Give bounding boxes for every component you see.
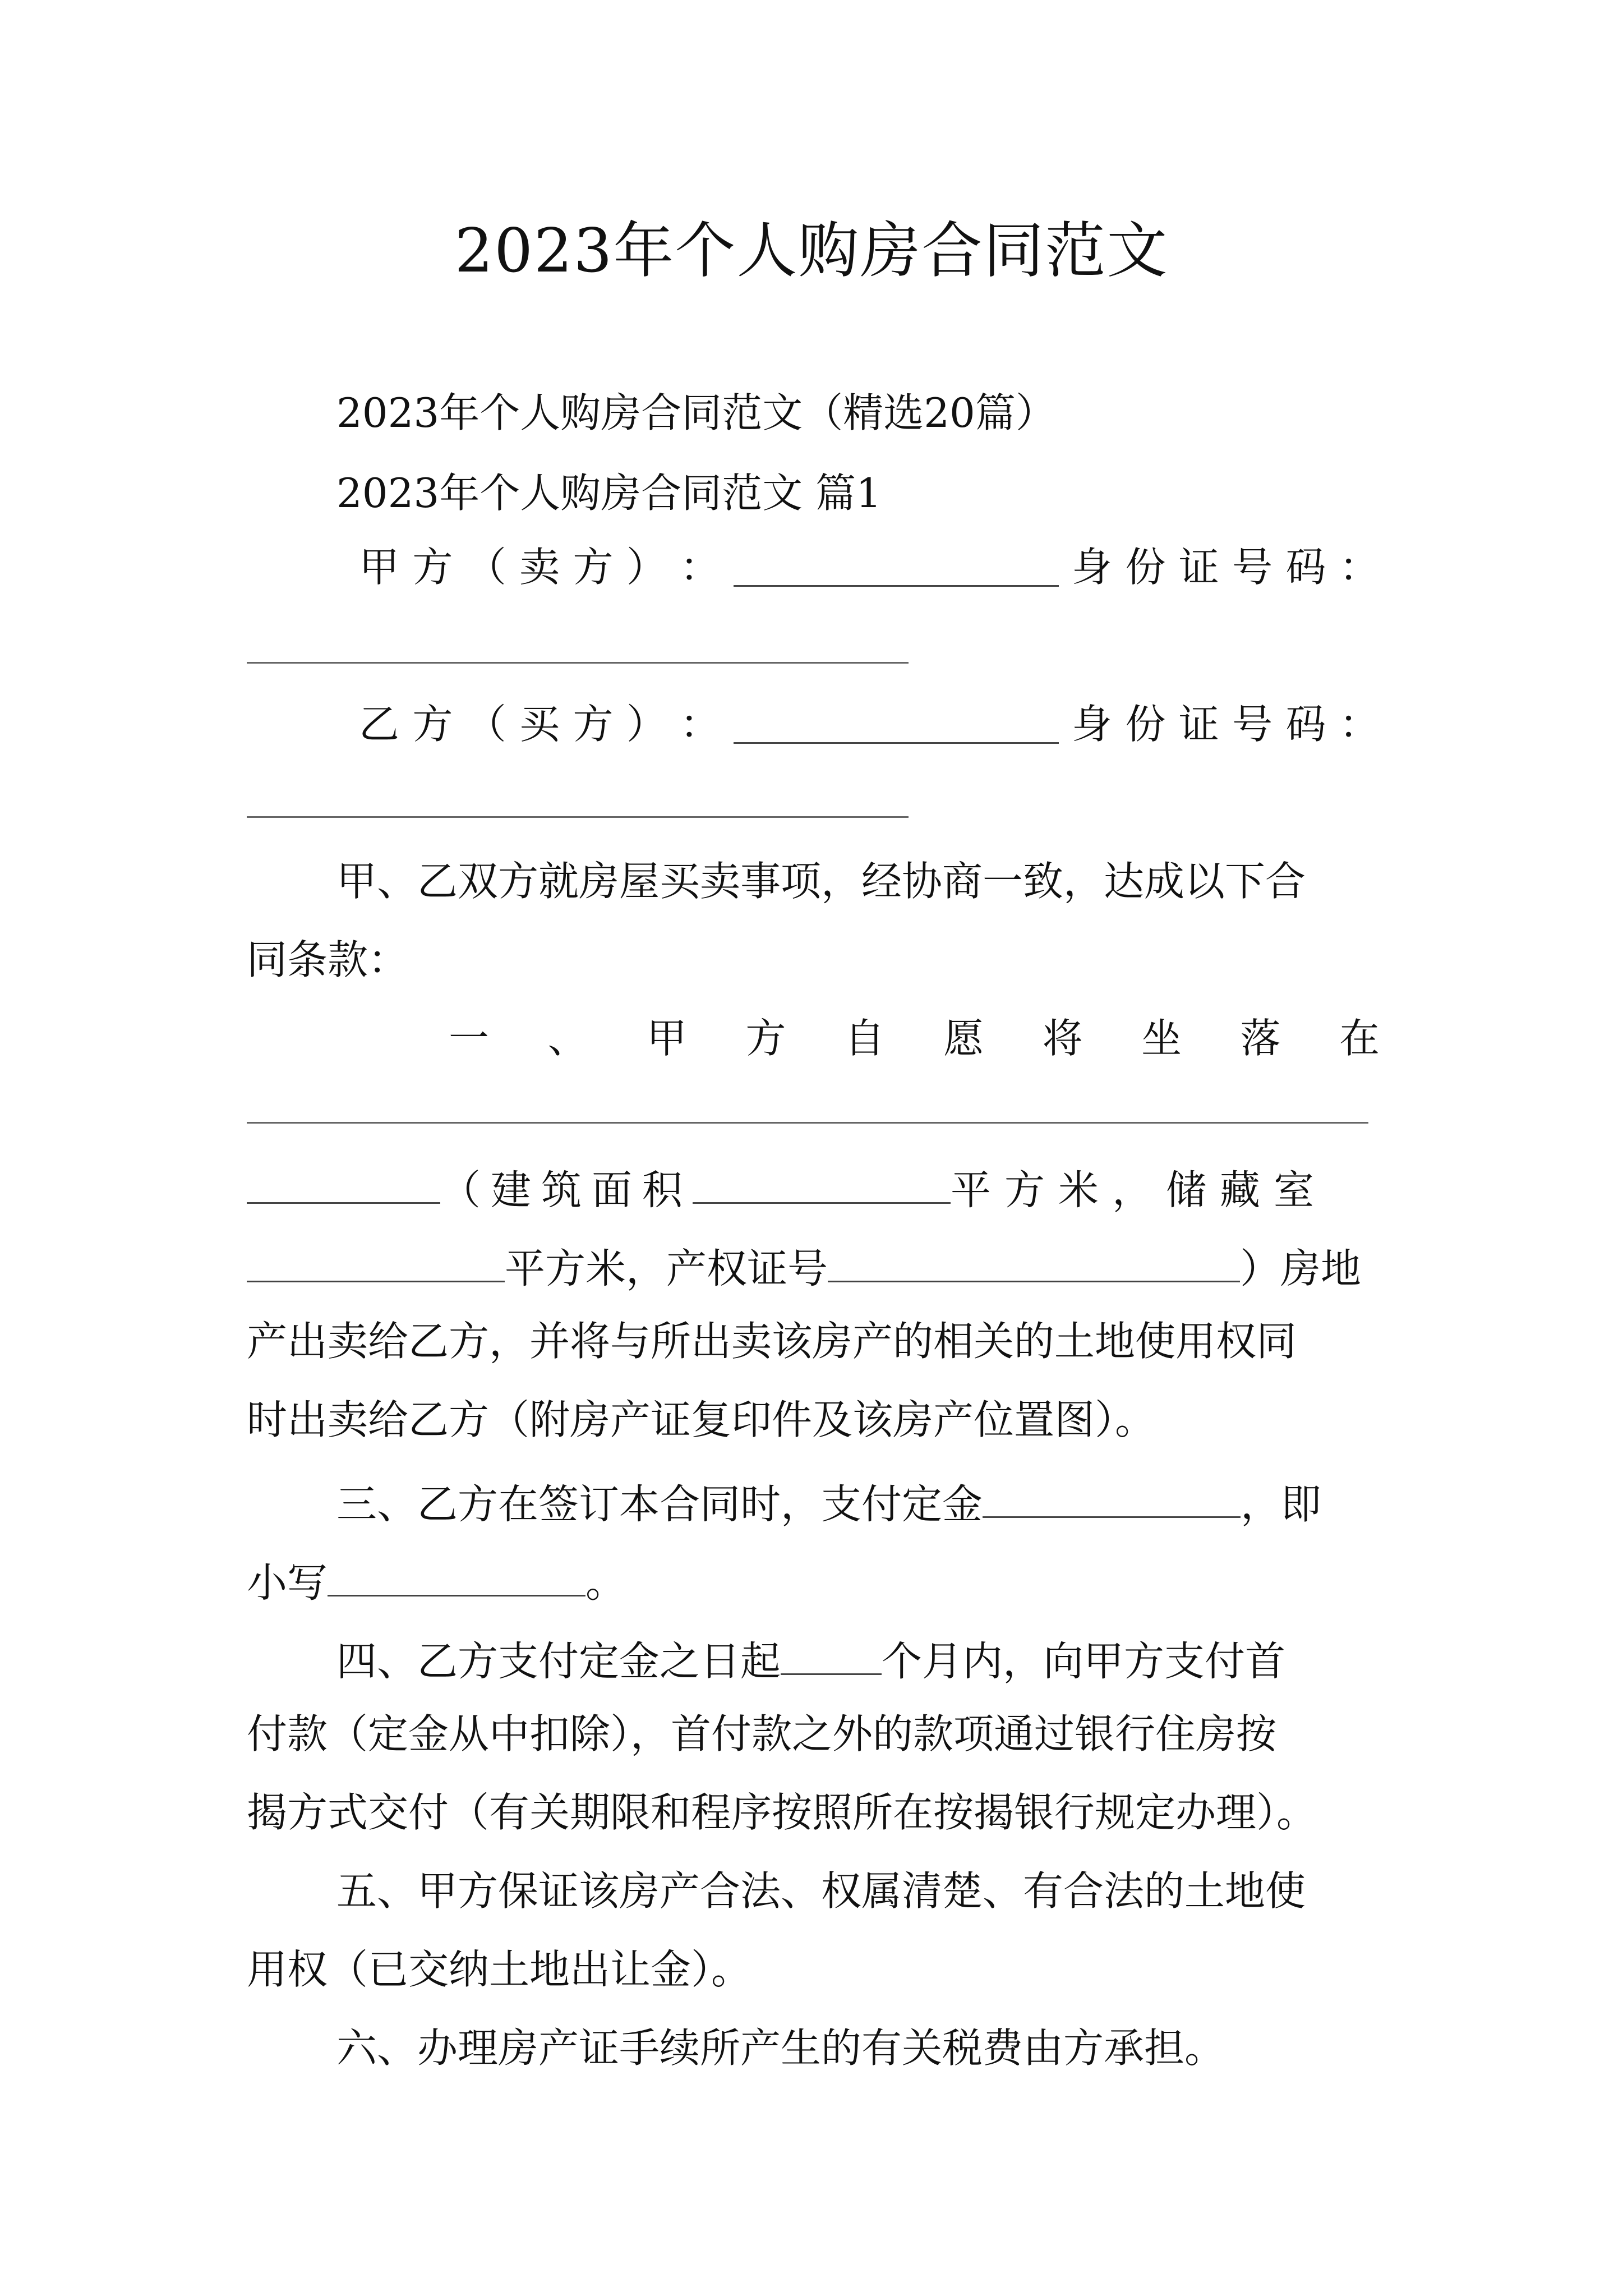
party-b-line [359,701,1380,748]
document-subtitle: 2023年个人购房合同范文（精选20篇） [336,389,1056,436]
party-a-char: 码 [1285,544,1326,591]
party-a-char: 方 [573,544,614,591]
clause-1-char: 自 [844,1015,885,1062]
party-a-char: 号 [1232,544,1273,591]
clause-text: 平方米，储藏室 [951,1166,1328,1214]
clause-1-char: 愿 [943,1015,984,1062]
party-b-id-blank [247,816,909,818]
clause-1-area-line [247,1164,1380,1214]
party-a-char: 方 [412,544,453,591]
party-a-char: 卖 [519,544,560,591]
clause-5-line: 五、甲方保证该房产合法、权属清楚、有合法的土地使 [336,1867,1306,1915]
clause-5-line: 用权（已交纳土地出让金）。 [247,1946,752,1993]
clause-6-line: 六、办理房产证手续所产生的有关税费由方承担。 [336,2024,1225,2072]
storage-area-blank [247,1243,505,1282]
party-a-name-blank [734,547,1059,587]
clause-text: 小写 [247,1559,328,1607]
party-b-char: 身 [1071,701,1112,748]
clause-text: 平方米，产权证号 [505,1245,828,1292]
party-b-char: 买 [519,701,560,748]
party-a-char: ： [680,544,721,591]
clause-3-line [336,1478,1469,1528]
clause-text: ，即 [1241,1480,1322,1528]
party-b-char: 份 [1125,701,1166,748]
clause-1-char: 在 [1339,1015,1380,1062]
blank-field [247,1164,440,1204]
deposit-amount-blank [983,1478,1241,1518]
section-heading: 2023年个人购房合同范文 篇1 [336,470,882,517]
party-b-char: ： [680,701,721,748]
party-a-char: ： [1339,544,1380,591]
party-b-char: 证 [1178,701,1219,748]
party-b-char: 号 [1232,701,1273,748]
clause-1-char: 一 [449,1015,490,1062]
clause-1-line [449,1015,1380,1062]
building-area-blank [693,1164,951,1204]
clause-1-char: 方 [745,1015,786,1062]
clause-4-line: 揭方式交付（有关期限和程序按照所在按揭银行规定办理）。 [247,1789,1317,1836]
party-b-char: 乙 [359,701,400,748]
clause-1-char: 落 [1240,1015,1281,1062]
intro-line: 同条款： [247,936,409,983]
party-a-line [359,544,1380,591]
party-a-char: （ [465,544,506,591]
party-b-char: 方 [412,701,453,748]
clause-4-line [336,1635,1469,1685]
party-a-char: 甲 [359,544,400,591]
clause-text: （建筑面积 [440,1166,693,1214]
party-a-char: 份 [1125,544,1166,591]
months-blank [781,1635,882,1675]
clause-3-line [247,1557,1380,1607]
certificate-number-blank [828,1243,1240,1282]
party-b-name-blank [734,704,1059,744]
party-a-char: 身 [1071,544,1112,591]
clause-1-char: 甲 [646,1015,687,1062]
clause-text: ）房地 [1240,1245,1362,1292]
party-b-char: ） [626,701,667,748]
document-title: 2023年个人购房合同范文 [454,216,1169,286]
clause-1-char: 将 [1042,1015,1083,1062]
party-b-char: 码 [1285,701,1326,748]
clause-1-char: 坐 [1141,1015,1182,1062]
party-b-char: 方 [573,701,614,748]
clause-text: 三、乙方在签订本合同时，支付定金 [336,1480,983,1528]
clause-text: 四、乙方支付定金之日起 [336,1637,781,1685]
clause-text: 。 [585,1559,626,1607]
party-b-char: ： [1339,701,1380,748]
clause-4-line: 付款（定金从中扣除），首付款之外的款项通过银行住房按 [247,1710,1277,1757]
party-b-char: （ [465,701,506,748]
party-a-id-blank [247,662,909,664]
property-location-blank [247,1122,1368,1124]
clause-1-line: 时出卖给乙方（附房产证复印件及该房产位置图）。 [247,1396,1156,1443]
clause-1-storage-line [247,1243,1380,1292]
party-a-char: 证 [1178,544,1219,591]
clause-1-line: 产出卖给乙方，并将与所出卖该房产的相关的土地使用权同 [247,1318,1297,1365]
intro-line: 甲、乙双方就房屋买卖事项，经协商一致，达成以下合 [336,858,1306,905]
clause-text: 个月内，向甲方支付首 [882,1637,1286,1685]
deposit-lowercase-blank [328,1557,585,1596]
clause-1-char: 、 [547,1015,588,1062]
party-a-char: ） [626,544,667,591]
